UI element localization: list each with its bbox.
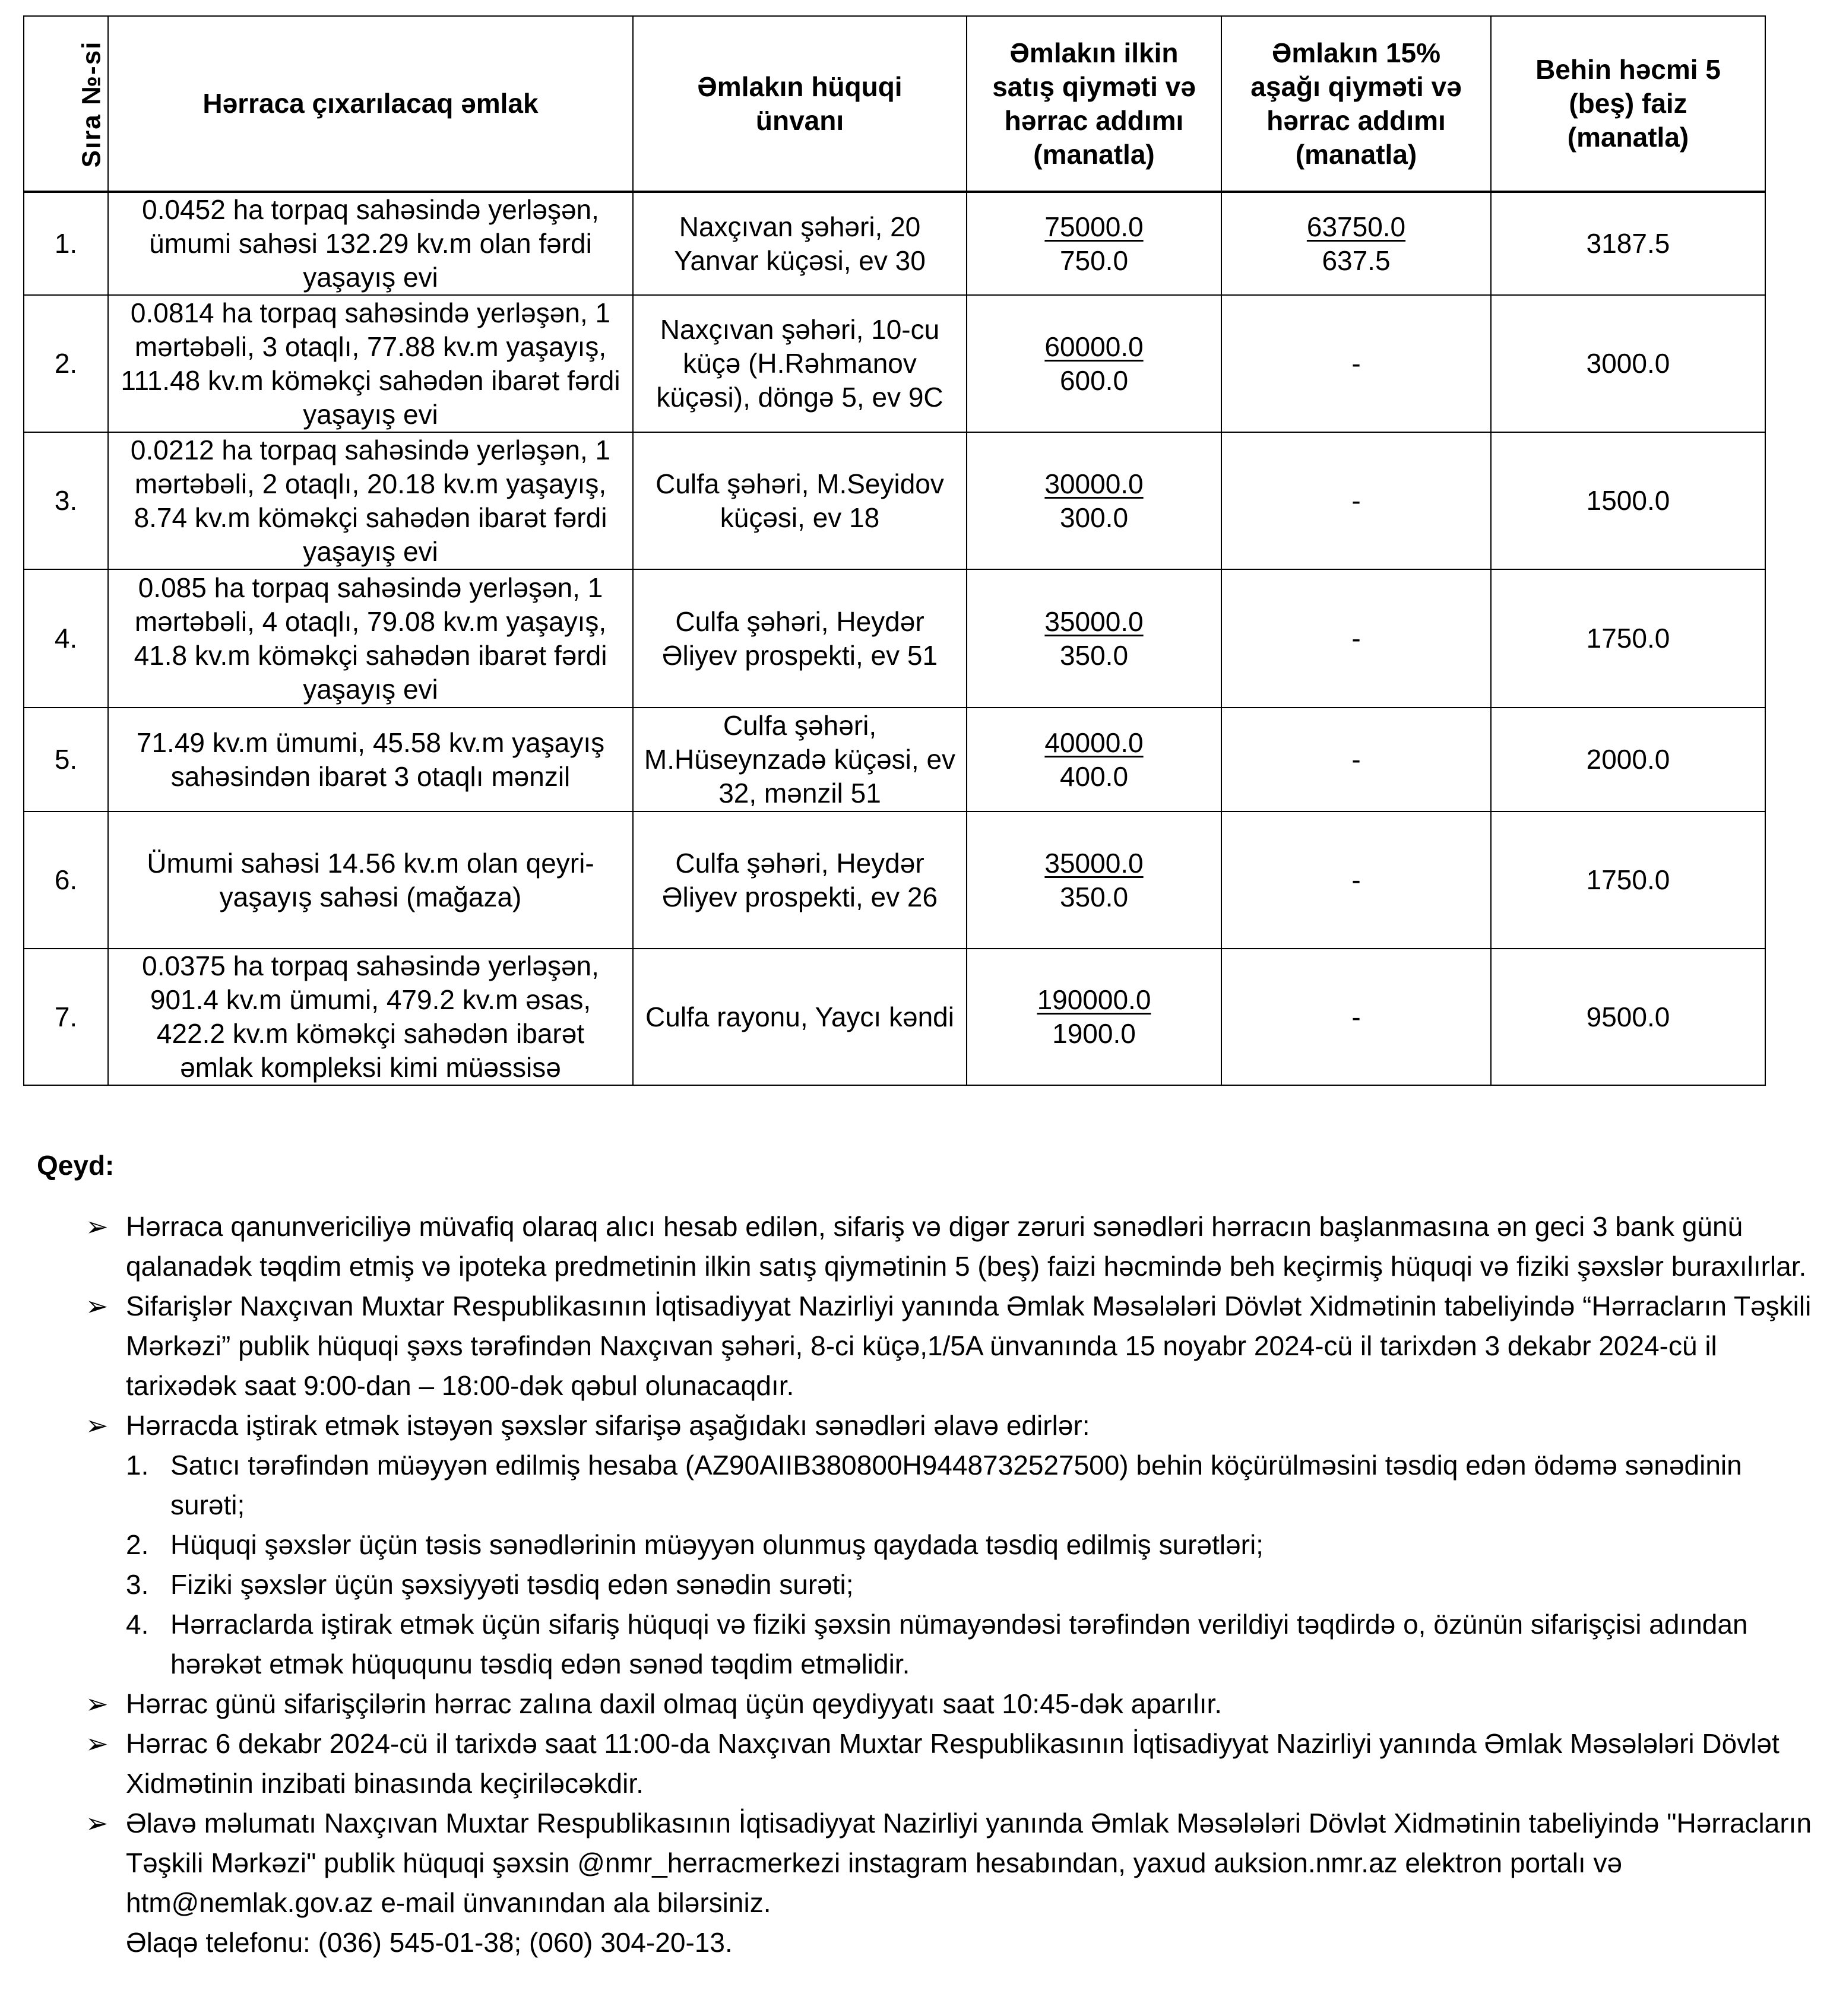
initial-step-value: 1900.0: [1052, 1018, 1136, 1049]
header-address: Əmlakın hüquqi ünvanı: [633, 16, 967, 192]
header-initial-price: Əmlakın ilkin satış qiyməti və hərrac addımı (manatla): [967, 16, 1221, 192]
row-number: 5.: [24, 708, 108, 812]
row-deposit: 2000.0: [1491, 708, 1765, 812]
row-initial-price: [967, 569, 1221, 708]
table-row: [24, 432, 1765, 569]
arrow-bullet-icon: ➢: [86, 1728, 109, 1759]
row-initial-price: [967, 295, 1221, 432]
list-text: Hüquqi şəxslər üçün təsis sənədlərinin müəyyən olunmuş qaydada təsdiq edilmiş surətləri;: [170, 1529, 1264, 1560]
reduced-price-value: 63750.0: [1306, 211, 1406, 242]
initial-price-value: 40000.0: [1044, 727, 1144, 758]
row-deposit: 1750.0: [1491, 812, 1765, 949]
initial-price-value: 35000.0: [1044, 847, 1144, 879]
list-number: 4.: [126, 1609, 149, 1640]
table-row: [24, 192, 1765, 295]
row-deposit: 3000.0: [1491, 295, 1765, 432]
row-reduced-price: [1221, 432, 1491, 569]
row-address: Culfa şəhəri, Heydər Əliyev prospekti, ev 26: [633, 812, 967, 949]
initial-price-value: 35000.0: [1044, 606, 1144, 637]
row-property: Ümumi sahəsi 14.56 kv.m olan qeyri-yaşayış sahəsi (mağaza): [108, 812, 633, 949]
note-text: Hərrac 6 dekabr 2024-cü il tarixdə saat 11:00-da Naxçıvan Muxtar Respublikasının İqtisadiyyat Nazirliyi yanında Əmlak Məsələləri Dövlət Xidmətinin inzibati binasında keçiriləcəkdir.: [126, 1728, 1779, 1799]
note-text: Əlavə məlumatı Naxçıvan Muxtar Respublikasının İqtisadiyyat Nazirliyi yanında Əmlak Məsələləri Dövlət Xidmətinin tabeliyində "Hərracların Təşkili Mərkəzi" publik hüquqi şəxsin @nmr_herracmerkezi instagram hesabından, yaxud auksion.nmr.az elektron portalı və htm@nemlak.gov.az e-mail ünvanından ala bilərsiniz.: [126, 1808, 1812, 1918]
reduced-price-value: -: [1351, 744, 1361, 775]
reduced-step-value: 637.5: [1322, 245, 1391, 276]
notes-section: [37, 1146, 1818, 1963]
list-text: Fiziki şəxslər üçün şəxsiyyəti təsdiq edən sənədin surəti;: [170, 1569, 854, 1600]
note-bullet: [37, 1207, 1818, 1286]
note-bullet: [37, 1684, 1818, 1724]
initial-step-value: 750.0: [1059, 245, 1129, 276]
initial-step-value: 350.0: [1059, 639, 1129, 671]
row-address: Naxçıvan şəhəri, 10-cu küçə (H.Rəhmanov küçəsi), döngə 5, ev 9C: [633, 295, 967, 432]
note-text: Hərraca qanunvericiliyə müvafiq olaraq alıcı hesab edilən, sifariş və digər zəruri sənədləri hərracın başlanmasına ən geci 3 bank günü qalanadək təqdim etmiş və ipoteka predmetinin ilkin satış qiymətinin 5 (beş) faizi həcmində beh keçirmiş hüquqi və fiziki şəxslər buraxılırlar.: [126, 1211, 1807, 1282]
reduced-price-value: -: [1351, 864, 1361, 895]
row-number: 4.: [24, 569, 108, 708]
header-reduced-price: Əmlakın 15% aşağı qiyməti və hərrac addımı (manatla): [1221, 16, 1491, 192]
row-number: 6.: [24, 812, 108, 949]
header-property: Hərraca çıxarılacaq əmlak: [108, 16, 633, 192]
row-number: 3.: [24, 432, 108, 569]
note-bullet: [37, 1286, 1818, 1406]
row-initial-price: [967, 949, 1221, 1085]
auction-table: [23, 15, 1766, 1086]
document-list-item: [37, 1565, 1818, 1605]
row-deposit: 1500.0: [1491, 432, 1765, 569]
initial-price-value: 75000.0: [1044, 211, 1144, 242]
row-reduced-price: [1221, 569, 1491, 708]
list-number: 3.: [126, 1569, 149, 1600]
arrow-bullet-icon: ➢: [86, 1211, 109, 1242]
reduced-price-value: -: [1351, 623, 1361, 654]
arrow-bullet-icon: ➢: [86, 1291, 109, 1321]
row-address: Culfa şəhəri, M.Seyidov küçəsi, ev 18: [633, 432, 967, 569]
reduced-price-value: -: [1351, 485, 1361, 516]
row-property: 0.0814 ha torpaq sahəsində yerləşən, 1 mərtəbəli, 3 otaqlı, 77.88 kv.m yaşayış, 111.48 kv.m köməkçi sahədən ibarət fərdi yaşayış evi: [108, 295, 633, 432]
initial-price-value: 60000.0: [1044, 331, 1144, 362]
row-property: 0.085 ha torpaq sahəsində yerləşən, 1 mərtəbəli, 4 otaqlı, 79.08 kv.m yaşayış, 41.8 kv.m köməkçi sahədən ibarət fərdi yaşayış evi: [108, 569, 633, 708]
row-reduced-price: [1221, 192, 1491, 295]
row-deposit: 3187.5: [1491, 192, 1765, 295]
initial-price-value: 30000.0: [1044, 468, 1144, 499]
row-property: 0.0212 ha torpaq sahəsində yerləşən, 1 mərtəbəli, 2 otaqlı, 20.18 kv.m yaşayış, 8.74 kv.m köməkçi sahədən ibarət fərdi yaşayış evi: [108, 432, 633, 569]
table-row: [24, 295, 1765, 432]
initial-step-value: 300.0: [1059, 502, 1129, 533]
table-row: [24, 569, 1765, 708]
reduced-price-value: -: [1351, 1001, 1361, 1032]
list-text: Satıcı tərəfindən müəyyən edilmiş hesaba (AZ90AIIB380800H9448732527500) behin köçürülməsini təsdiq edən ödəmə sənədinin surəti;: [170, 1450, 1742, 1520]
note-text: Hərrac günü sifarişçilərin hərrac zalına daxil olmaq üçün qeydiyyatı saat 10:45-dək aparılır.: [126, 1688, 1223, 1719]
row-address: Culfa şəhəri, Heydər Əliyev prospekti, ev 51: [633, 569, 967, 708]
arrow-bullet-icon: ➢: [86, 1410, 109, 1441]
initial-step-value: 350.0: [1059, 881, 1129, 912]
note-bullet: [37, 1803, 1818, 1923]
row-address: Culfa şəhəri, M.Hüseynzadə küçəsi, ev 32, mənzil 51: [633, 708, 967, 812]
list-text: Hərraclarda iştirak etmək üçün sifariş hüquqi və fiziki şəxsin nümayəndəsi tərəfindən verildiyi təqdirdə o, özünün sifarişçisi adından hərəkət etmək hüququnu təsdiq edən sənəd təqdim etməlidir.: [170, 1609, 1748, 1679]
table-row: [24, 949, 1765, 1085]
row-initial-price: [967, 812, 1221, 949]
header-deposit: Behin həcmi 5 (beş) faiz (manatla): [1491, 16, 1765, 192]
row-deposit: 9500.0: [1491, 949, 1765, 1085]
row-number: 1.: [24, 192, 108, 295]
header-no: Sıra №-si: [24, 16, 108, 192]
document-list-item: [37, 1525, 1818, 1565]
row-initial-price: [967, 192, 1221, 295]
row-property: 0.0375 ha torpaq sahəsində yerləşən, 901.4 kv.m ümumi, 479.2 kv.m əsas, 422.2 kv.m köməkçi sahədən ibarət əmlak kompleksi kimi müəssisə: [108, 949, 633, 1085]
row-deposit: 1750.0: [1491, 569, 1765, 708]
note-bullet: [37, 1406, 1818, 1446]
list-number: 2.: [126, 1529, 149, 1560]
row-initial-price: [967, 432, 1221, 569]
contact-phone: Əlaqə telefonu: (036) 545-01-38; (060) 304-20-13.: [126, 1927, 733, 1958]
table-header-row: [24, 16, 1765, 192]
document-list-item: [37, 1446, 1818, 1525]
table-row: [24, 708, 1765, 812]
initial-step-value: 600.0: [1059, 364, 1129, 396]
row-reduced-price: [1221, 295, 1491, 432]
row-reduced-price: [1221, 812, 1491, 949]
reduced-price-value: -: [1351, 348, 1361, 379]
document-list-item: [37, 1605, 1818, 1684]
initial-step-value: 400.0: [1059, 760, 1129, 792]
note-text: Sifarişlər Naxçıvan Muxtar Respublikasının İqtisadiyyat Nazirliyi yanında Əmlak Məsələləri Dövlət Xidmətinin tabeliyində “Hərracların Təşkili Mərkəzi” publik hüquqi şəxs tərəfindən Naxçıvan şəhəri, 8-ci küçə,1/5A ünvanında 15 noyabr 2024-cü il tarixdən 3 dekabr 2024-cü il tarixədək saat 9:00-dan – 18:00-dək qəbul olunacaqdır.: [126, 1291, 1812, 1401]
row-address: Naxçıvan şəhəri, 20 Yanvar küçəsi, ev 30: [633, 192, 967, 295]
row-number: 7.: [24, 949, 108, 1085]
row-property: 0.0452 ha torpaq sahəsində yerləşən, ümumi sahəsi 132.29 kv.m olan fərdi yaşayış evi: [108, 192, 633, 295]
table-row: [24, 812, 1765, 949]
arrow-bullet-icon: ➢: [86, 1688, 109, 1719]
arrow-bullet-icon: ➢: [86, 1808, 109, 1839]
row-number: 2.: [24, 295, 108, 432]
notes-title: Qeyd:: [37, 1150, 115, 1181]
list-number: 1.: [126, 1450, 149, 1481]
note-bullet: [37, 1724, 1818, 1803]
row-property: 71.49 kv.m ümumi, 45.58 kv.m yaşayış sahəsindən ibarət 3 otaqlı mənzil: [108, 708, 633, 812]
initial-price-value: 190000.0: [1037, 984, 1151, 1015]
row-reduced-price: [1221, 949, 1491, 1085]
row-initial-price: [967, 708, 1221, 812]
row-reduced-price: [1221, 708, 1491, 812]
note-text: Hərracda iştirak etmək istəyən şəxslər sifarişə aşağıdakı sənədləri əlavə edirlər:: [126, 1410, 1090, 1441]
row-address: Culfa rayonu, Yaycı kəndi: [633, 949, 967, 1085]
